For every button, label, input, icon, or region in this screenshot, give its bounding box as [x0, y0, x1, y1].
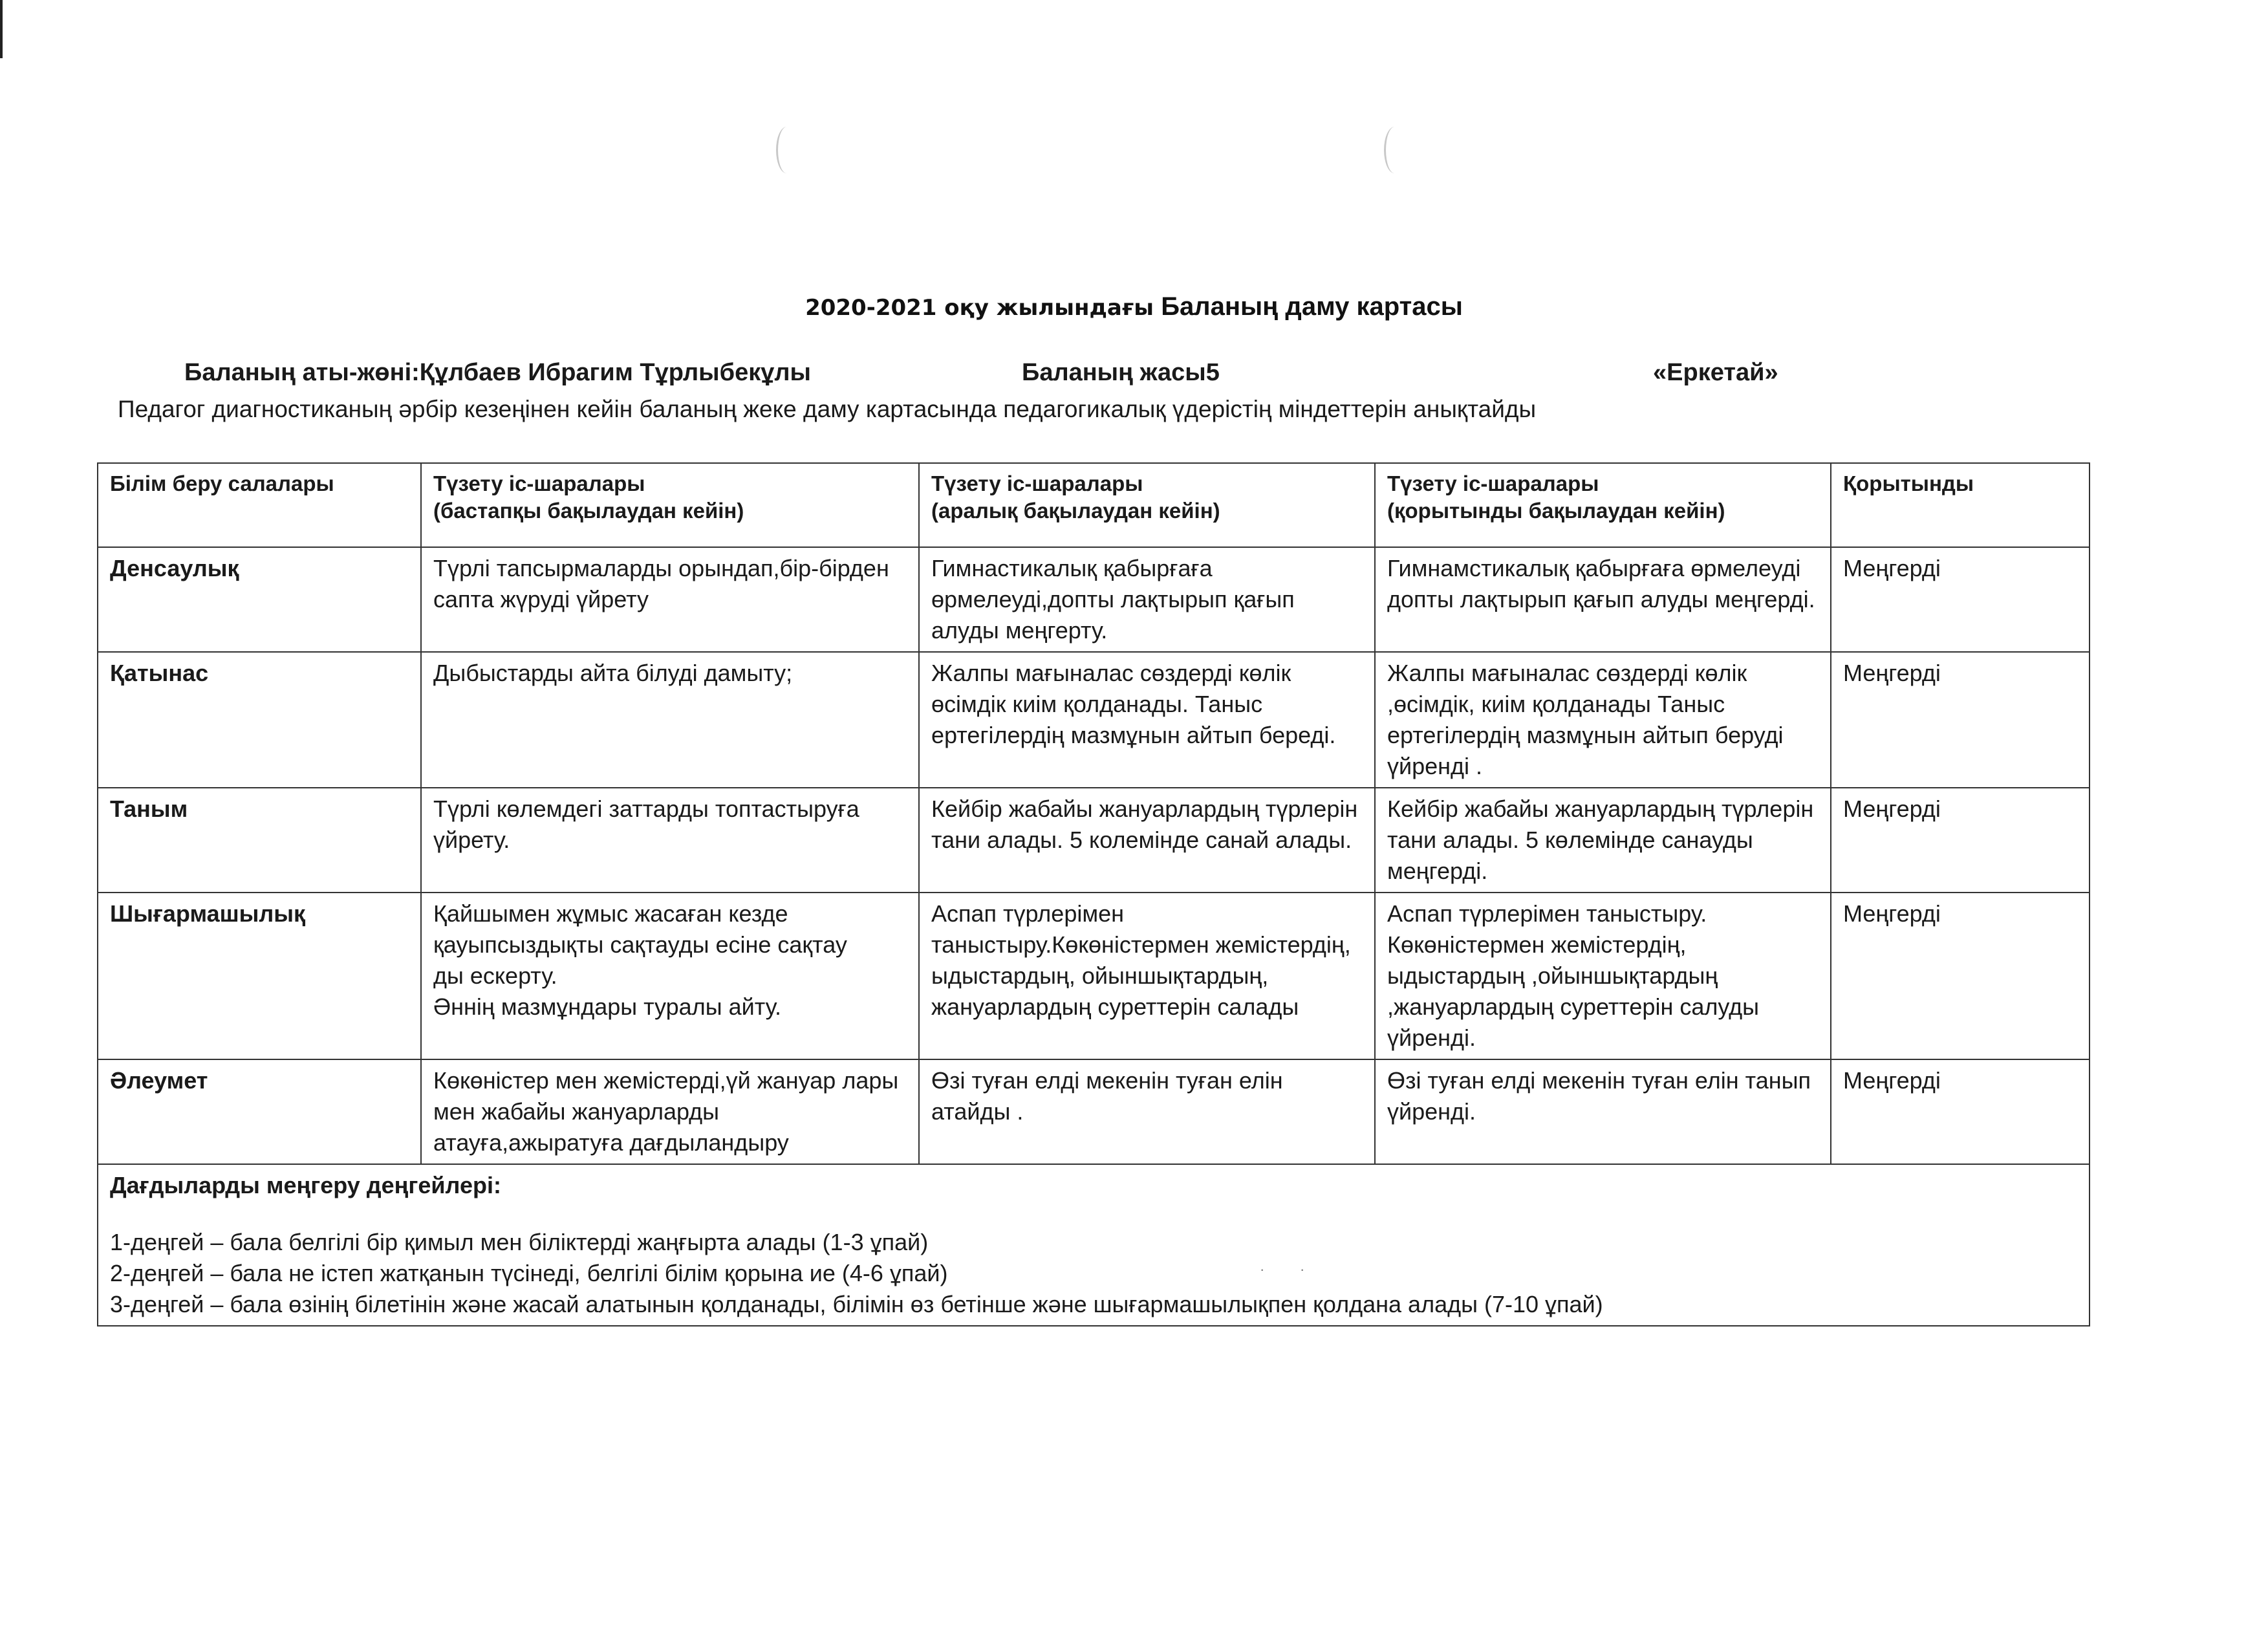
table-header-row — [98, 463, 2090, 547]
levels-title: Дағдыларды меңгеру деңгейлері: — [110, 1172, 501, 1198]
document-subtitle: Педагог диагностиканың әрбір кезеңінен кейін баланың жеке даму картасында педагогикалық үдерістің міндеттерін анықтайды — [118, 396, 1537, 422]
area-cell: Денсаулық — [98, 547, 421, 652]
scan-edge-mark — [0, 0, 3, 58]
area-cell: Әлеумет — [98, 1059, 421, 1164]
initial-cell: Дыбыстарды айта білуді дамыту; — [421, 652, 919, 788]
table-row — [98, 788, 2090, 893]
scan-speck: · — [1260, 1261, 1265, 1277]
punch-hole-right — [1384, 127, 1405, 173]
child-name-label: Баланың аты-жөні:Құлбаев Ибрагим Тұрлыбекұлы — [184, 359, 811, 386]
levels-cell — [98, 1164, 2090, 1326]
development-card-table — [97, 462, 2090, 1326]
initial-cell: Түрлі көлемдегі заттарды топтастыруға үйрету. — [421, 788, 919, 893]
intermediate-cell: Жалпы мағыналас сөздерді көлік өсімдік киім қолданады. Таныс ертегілердің мазмұнын айтып береді. — [919, 652, 1375, 788]
group-label: «Еркетай» — [1653, 359, 1778, 386]
header-intermediate-actions: Түзету іс-шаралары (аралық бақылаудан кейін) — [919, 463, 1375, 547]
result-cell: Меңгерді — [1831, 788, 2090, 893]
level-item: 3-деңгей – бала өзінің білетінін және жасай алатынын қолданады, білімін өз бетінше және шығармашылықпен қолдана алады (7-10 ұпай) — [110, 1291, 1603, 1317]
intermediate-cell: Өзі туған елді мекенін туған елін атайды . — [919, 1059, 1375, 1164]
document-title — [0, 292, 2268, 321]
initial-cell: Көкөністер мен жемістерді,үй жануар лары мен жабайы жануарларды атауға,ажыратуға дағдыландыру — [421, 1059, 919, 1164]
result-cell: Меңгерді — [1831, 547, 2090, 652]
levels-row — [98, 1164, 2090, 1326]
table-row — [98, 652, 2090, 788]
title-year: 2020-2021 оқу жылындағы — [805, 295, 1154, 321]
table-row — [98, 547, 2090, 652]
area-cell: Шығармашылық — [98, 893, 421, 1059]
scan-speck: · — [1300, 1261, 1305, 1277]
header-initial-actions: Түзету іс-шаралары (бастапқы бақылаудан кейін) — [421, 463, 919, 547]
final-cell: Гимнамстикалық қабырғаға өрмелеуді допты лақтырып қағып алуды меңгерді. — [1375, 547, 1831, 652]
initial-cell: Түрлі тапсырмаларды орындап,бір-бірден сапта жүруді үйрету — [421, 547, 919, 652]
area-cell: Қатынас — [98, 652, 421, 788]
child-age-label: Баланың жасы5 — [1022, 359, 1220, 386]
result-cell: Меңгерді — [1831, 893, 2090, 1059]
final-cell: Кейбір жабайы жануарлардың түрлерін тани алады. 5 көлемінде санауды меңгерді. — [1375, 788, 1831, 893]
area-cell: Таным — [98, 788, 421, 893]
intermediate-cell: Гимнастикалық қабырғаға өрмелеуді,допты лақтырып қағып алуды меңгерту. — [919, 547, 1375, 652]
header-final-actions: Түзету іс-шаралары (қорытынды бақылаудан кейін) — [1375, 463, 1831, 547]
header-conclusion: Қорытынды — [1831, 463, 2090, 547]
result-cell: Меңгерді — [1831, 1059, 2090, 1164]
punch-hole-left — [776, 127, 797, 173]
level-item: 1-деңгей – бала белгілі бір қимыл мен біліктерді жаңғырта алады (1-3 ұпай) — [110, 1229, 929, 1255]
table-row — [98, 1059, 2090, 1164]
intermediate-cell: Кейбір жабайы жануарлардың түрлерін тани алады. 5 колемінде санай алады. — [919, 788, 1375, 893]
result-cell: Меңгерді — [1831, 652, 2090, 788]
intermediate-cell: Аспап түрлерімен таныстыру.Көкөністермен жемістердің, ыдыстардың, ойыншықтардың, жануарлардың суреттерін салады — [919, 893, 1375, 1059]
title-main: Баланың даму картасы — [1161, 292, 1463, 321]
final-cell: Өзі туған елді мекенін туған елін танып үйренді. — [1375, 1059, 1831, 1164]
final-cell: Жалпы мағыналас сөздерді көлік ,өсімдік, киім қолданады Таныс ертегілердің мазмұнын айтып беруді үйренді . — [1375, 652, 1831, 788]
level-item: 2-деңгей – бала не істеп жатқанын түсінеді, белгілі білім қорына ие (4-6 ұпай) — [110, 1260, 948, 1286]
final-cell: Аспап түрлерімен таныстыру. Көкөністермен жемістердің, ыдыстардың ,ойыншықтардың ,жануарлардың суреттерін салуды үйренді. — [1375, 893, 1831, 1059]
header-education-areas: Білім беру салалары — [98, 463, 421, 547]
table-row — [98, 893, 2090, 1059]
initial-cell: Қайшымен жұмыс жасаған кезде қауыпсыздықты сақтауды есіне сақтау ды ескерту. Әннің мазмұндары туралы айту. — [421, 893, 919, 1059]
